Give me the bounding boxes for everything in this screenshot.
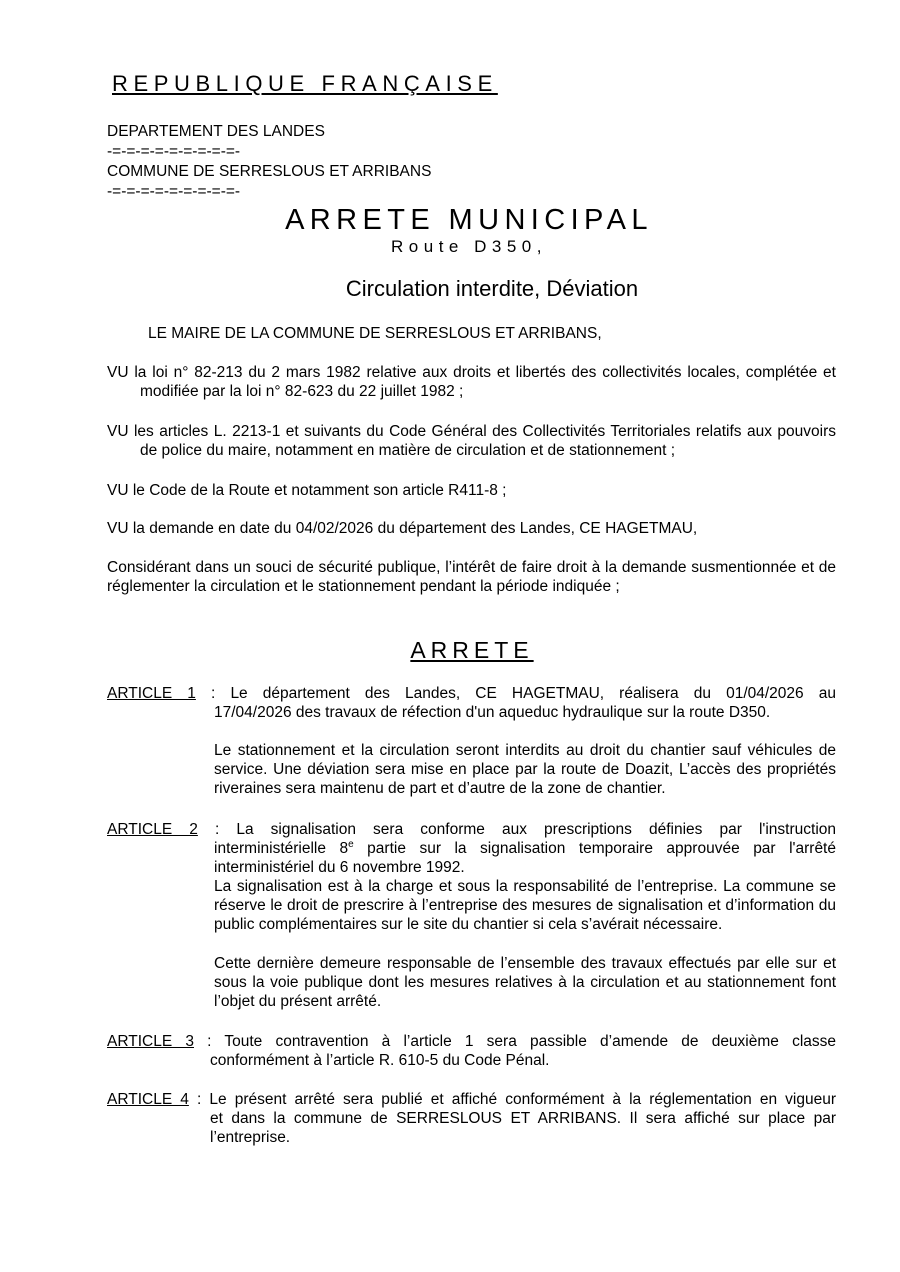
ordinal-superscript: e [348,839,354,850]
article-4-first-line [107,1090,836,1109]
article-2-text [214,839,836,877]
article-1-text: 17/04/2026 des travaux de réfection d'un aqueduc hydraulique sur la route D350. [214,704,771,721]
document-title: ARRETE MUNICIPAL [285,204,653,236]
article-2-first-line [107,820,836,839]
article-separator: : [195,685,231,702]
article-separator: : [197,821,237,838]
article-1-line1: Le département des Landes, CE HAGETMAU, réalisera du 01/04/2026 au [230,685,836,702]
article-3-label: ARTICLE 3 [107,1033,194,1050]
route-subtitle: Route D350, [391,237,547,256]
article-4-label: ARTICLE 4 [107,1091,189,1108]
article-separator: : [188,1091,210,1108]
vu-paragraph: VU la loi n° 82-213 du 2 mars 1982 relative aux droits et libertés des collectivités locales, complétée et modifiée par la loi n° 82-623 du 22 juillet 1982 ; [107,364,836,400]
vu-paragraph: VU les articles L. 2213-1 et suivants du Code Général des Collectivités Territoriales relatifs aux pouvoirs de police du maire, notamment en matière de circulation et de stationnement ; [107,423,836,459]
article-3-text: conformément à l’article R. 610-5 du Code Pénal. [210,1052,550,1069]
separator-line: -=-=-=-=-=-=-=-=-=- [107,183,241,200]
article-1-first-line [107,684,836,703]
maire-statement: LE MAIRE DE LA COMMUNE DE SERRESLOUS ET ARRIBANS, [148,325,602,342]
article-2-label: ARTICLE 2 [107,821,198,838]
article-4-text: et dans la commune de SERRESLOUS ET ARRIBANS. Il sera affiché sur place par l’entreprise. [210,1110,836,1146]
article-2-paragraph-2: La signalisation est à la charge et sous la responsabilité de l’entreprise. La commune se réserve le droit de prescrire à l’entreprise des mesures de signalisation et d’information du public complémentaires sur le site du chantier si cela s’avérait nécessaire. [214,878,836,933]
article-2-paragraph-3: Cette dernière demeure responsable de l’ensemble des travaux effectués par elle sur et sous la voie publique dont les mesures relatives à la circulation et au stationnement font l’objet du présent arrêté. [214,955,836,1010]
article-1-paragraph-2: Le stationnement et la circulation seront interdits au droit du chantier sauf véhicules de service. Une déviation sera mise en place par la route de Doazit, L’accès des propriétés riveraines sera maintenu de part et d’autre de la zone de chantier. [214,742,836,797]
vu-paragraph: VU le Code de la Route et notamment son article R411-8 ; [107,482,507,499]
arrete-object: Circulation interdite, Déviation [345,276,639,301]
article-2-text-start: interministérielle 8 [214,840,349,857]
article-separator: : [193,1033,225,1050]
article-2-line1: La signalisation sera conforme aux prescriptions définies par l'instruction [236,821,837,838]
article-4-line1: Le présent arrêté sera publié et affiché conformément à la réglementation en vigueur [209,1091,837,1108]
article-3-first-line [107,1032,836,1051]
commune-label: COMMUNE DE SERRESLOUS ET ARRIBANS [107,163,432,180]
article-2-text-end: partie sur la signalisation temporaire approuvée par l'arrêté interministériel du 6 novembre 1992. [214,840,836,876]
arrete-heading: ARRETE [410,637,534,663]
article-3-line1: Toute contravention à l’article 1 sera passible d’amende de deuxième classe [224,1033,837,1050]
departement-label: DEPARTEMENT DES LANDES [107,123,325,140]
separator-line: -=-=-=-=-=-=-=-=-=- [107,143,241,160]
republique-heading: REPUBLIQUE FRANÇAISE [112,71,498,96]
vu-paragraph: VU la demande en date du 04/02/2026 du département des Landes, CE HAGETMAU, [107,520,698,537]
article-1-label: ARTICLE 1 [107,685,196,702]
considerant-paragraph: Considérant dans un souci de sécurité publique, l’intérêt de faire droit à la demande susmentionnée et de réglementer la circulation et le stationnement pendant la période indiquée ; [107,559,836,595]
